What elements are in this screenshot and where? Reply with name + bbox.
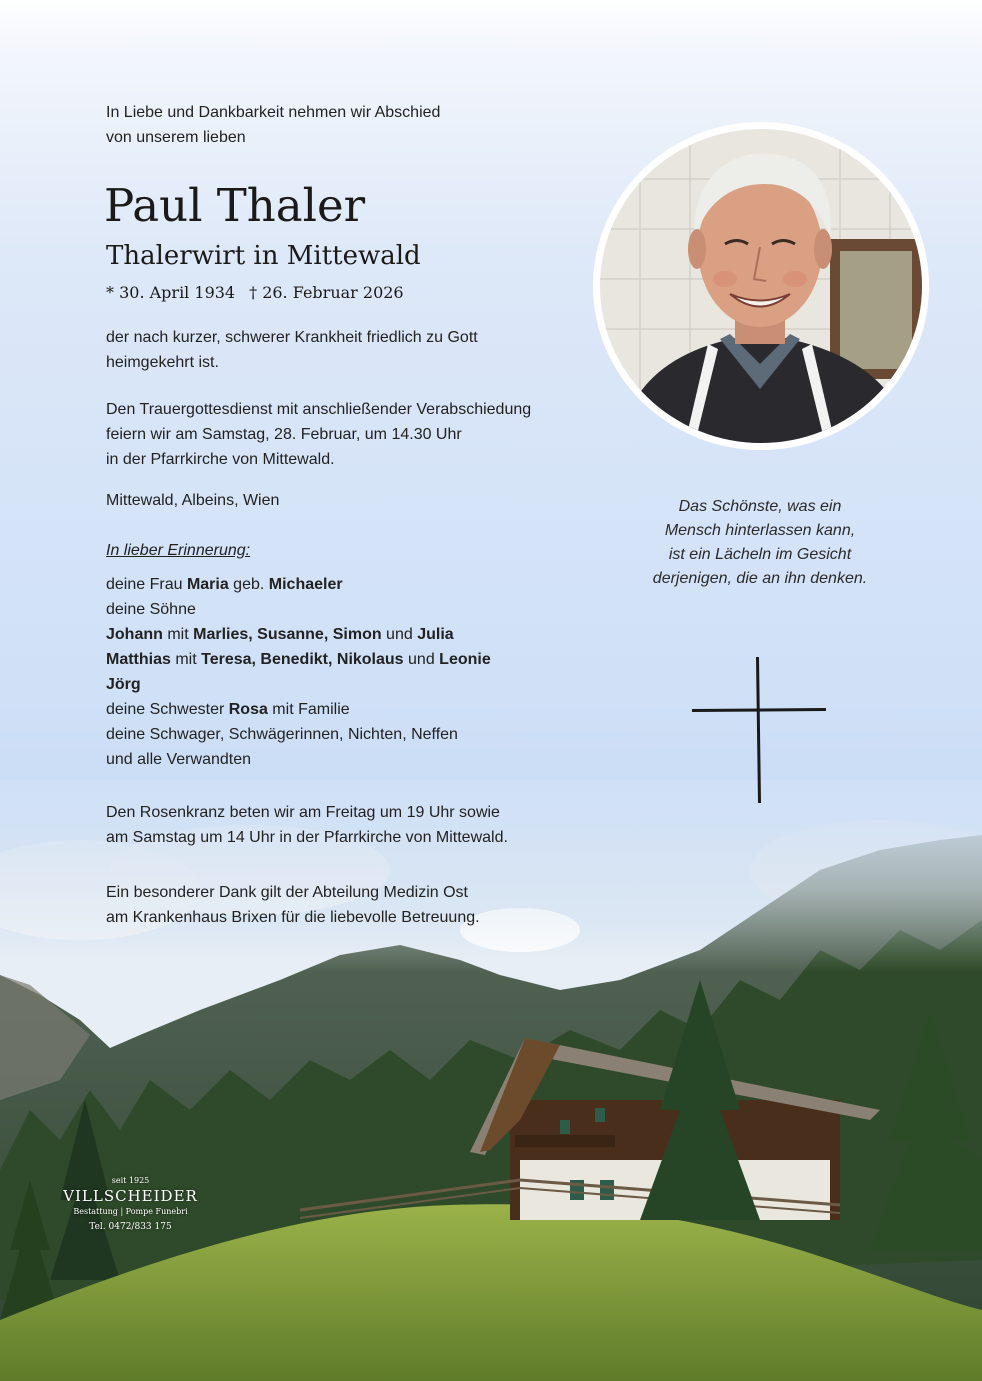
life-dates xyxy=(106,281,418,305)
family-son-1: Johann mit Marlies, Susanne, Simon und Julia xyxy=(106,626,454,643)
quote-text: Das Schönste, was ein Mensch hinterlassen kann, ist ein Lächeln im Gesicht derjenigen, die an ihn denken. xyxy=(652,498,868,587)
intro-line: von unserem lieben xyxy=(106,129,246,146)
family-wife: deine Frau Maria geb. Michaeler xyxy=(106,576,343,593)
deceased-name: Paul Thaler xyxy=(104,179,366,232)
family-sons-label: deine Söhne xyxy=(106,601,196,618)
mountain-landscape-image xyxy=(0,780,982,1381)
family-list xyxy=(106,572,491,772)
family-son-3: Jörg xyxy=(106,676,141,693)
thanks-text: Ein besonderer Dank gilt der Abteilung Medizin Ost am Krankenhaus Brixen für die liebevolle Betreuung. xyxy=(106,884,480,926)
cross-icon xyxy=(690,655,830,805)
rosary-text: Den Rosenkranz beten wir am Freitag um 19 Uhr sowie am Samstag um 14 Uhr in der Pfarrkirche von Mittewald. xyxy=(106,804,508,846)
intro-text xyxy=(106,100,440,150)
family-son-2: Matthias mit Teresa, Benedikt, Nikolaus und Leonie xyxy=(106,651,491,668)
places-text: Mittewald, Albeins, Wien xyxy=(106,492,280,509)
memory-heading: In lieber Erinnerung: xyxy=(106,542,251,559)
portrait-photo xyxy=(593,122,929,450)
family-sister: deine Schwester Rosa mit Familie xyxy=(106,701,350,718)
service-text: Den Trauergottesdienst mit anschließender Verabschiedung feiern wir am Samstag, 28. Februar, um 14.30 Uhr in der Pfarrkirche von Mittewald. xyxy=(106,401,532,468)
death-date: † 26. Februar 2026 xyxy=(249,283,404,302)
intro-line: In Liebe und Dankbarkeit nehmen wir Abschied xyxy=(106,104,441,121)
deceased-subtitle: Thalerwirt in Mittewald xyxy=(106,241,421,271)
portrait-image xyxy=(600,129,922,443)
family-inlaws: deine Schwager, Schwägerinnen, Nichten, Neffen xyxy=(106,726,458,743)
birth-date: * 30. April 1934 xyxy=(106,283,236,302)
funeral-home-logo: seit 1925 VILLSCHEIDER Bestattung | Pompe Funebri Tel. 0472/833 175 xyxy=(63,1176,198,1232)
passing-text: der nach kurzer, schwerer Krankheit friedlich zu Gott heimgekehrt ist. xyxy=(106,329,478,371)
family-relatives: und alle Verwandten xyxy=(106,751,251,768)
